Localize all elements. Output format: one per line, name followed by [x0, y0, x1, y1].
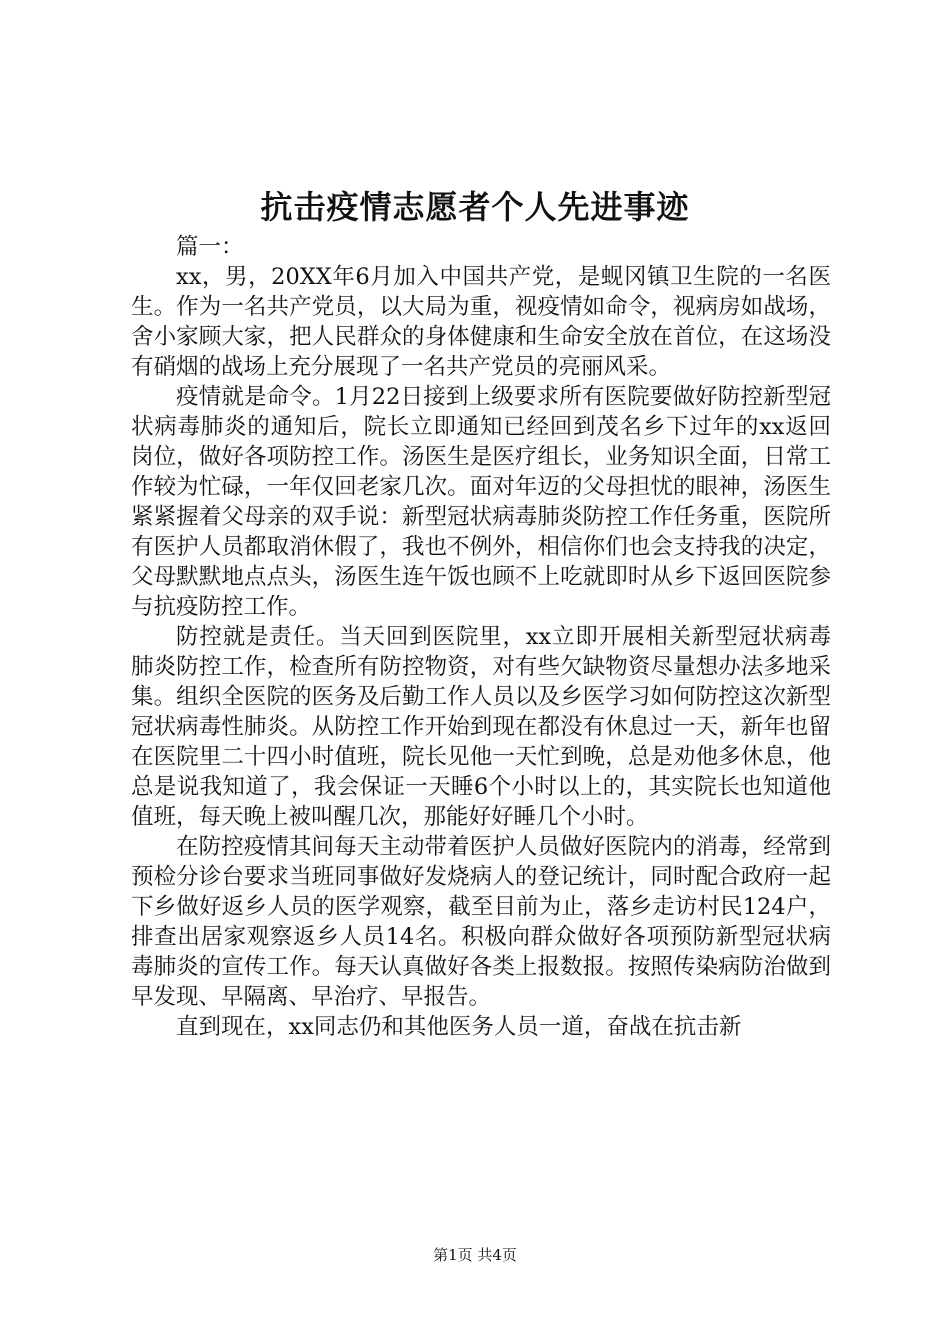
document-title: 抗击疫情志愿者个人先进事迹 — [260, 188, 690, 226]
document-body — [131, 232, 831, 1042]
paragraph-3: 防控就是责任。当天回到医院里，xx立即开展相关新型冠状病毒肺炎防控工作，检查所有防控物资，对有些欠缺物资尽量想办法多地采集。组织全医院的医务及后勤工作人员以及乡医学习如何防控这次新型冠状病毒性肺炎。从防控工作开始到现在都没有休息过一天，新年也留在医院里二十四小时值班，院长见他一天忙到晚，总是劝他多休息，他总是说我知道了，我会保证一天睡6个小时以上的，其实院长也知道他值班，每天晚上被叫醒几次，那能好好睡几个小时。 — [131, 624, 831, 830]
paragraph-1: xx，男，20XX年6月加入中国共产党，是蚬冈镇卫生院的一名医生。作为一名共产党员，以大局为重，视疫情如命令，视病房如战场，舍小家顾大家，把人民群众的身体健康和生命安全放在首位，在这场没有硝烟的战场上充分展现了一名共产党员的亮丽风采。 — [131, 264, 831, 380]
paragraph-5: 直到现在，xx同志仍和其他医务人员一道，奋战在抗击新 — [176, 1014, 742, 1040]
paragraph-2: 疫情就是命令。1月22日接到上级要求所有医院要做好防控新型冠状病毒肺炎的通知后，院长立即通知已经回到茂名乡下过年的xx返回岗位，做好各项防控工作。汤医生是医疗组长，业务知识全面，日常工作较为忙碌，一年仅回老家几次。面对年迈的父母担忧的眼神，汤医生紧紧握着父母亲的双手说：新型冠状病毒肺炎防控工作任务重，医院所有医护人员都取消休假了，我也不例外，相信你们也会支持我的决定，父母默默地点点头，汤医生连午饭也顾不上吃就即时从乡下返回医院参与抗疫防控工作。 — [131, 384, 831, 620]
section-label: 篇一： — [176, 234, 244, 260]
page-footer: 第1页 共4页 — [433, 1246, 517, 1264]
paragraph-4: 在防控疫情其间每天主动带着医护人员做好医院内的消毒，经常到预检分诊台要求当班同事做好发烧病人的登记统计，同时配合政府一起下乡做好返乡人员的医学观察，截至目前为止，落乡走访村民124户，排查出居家观察返乡人员14名。积极向群众做好各项预防新型冠状病毒肺炎的宣传工作。每天认真做好各类上报数报。按照传染病防治做到早发现、早隔离、早治疗、早报告。 — [131, 834, 831, 1010]
